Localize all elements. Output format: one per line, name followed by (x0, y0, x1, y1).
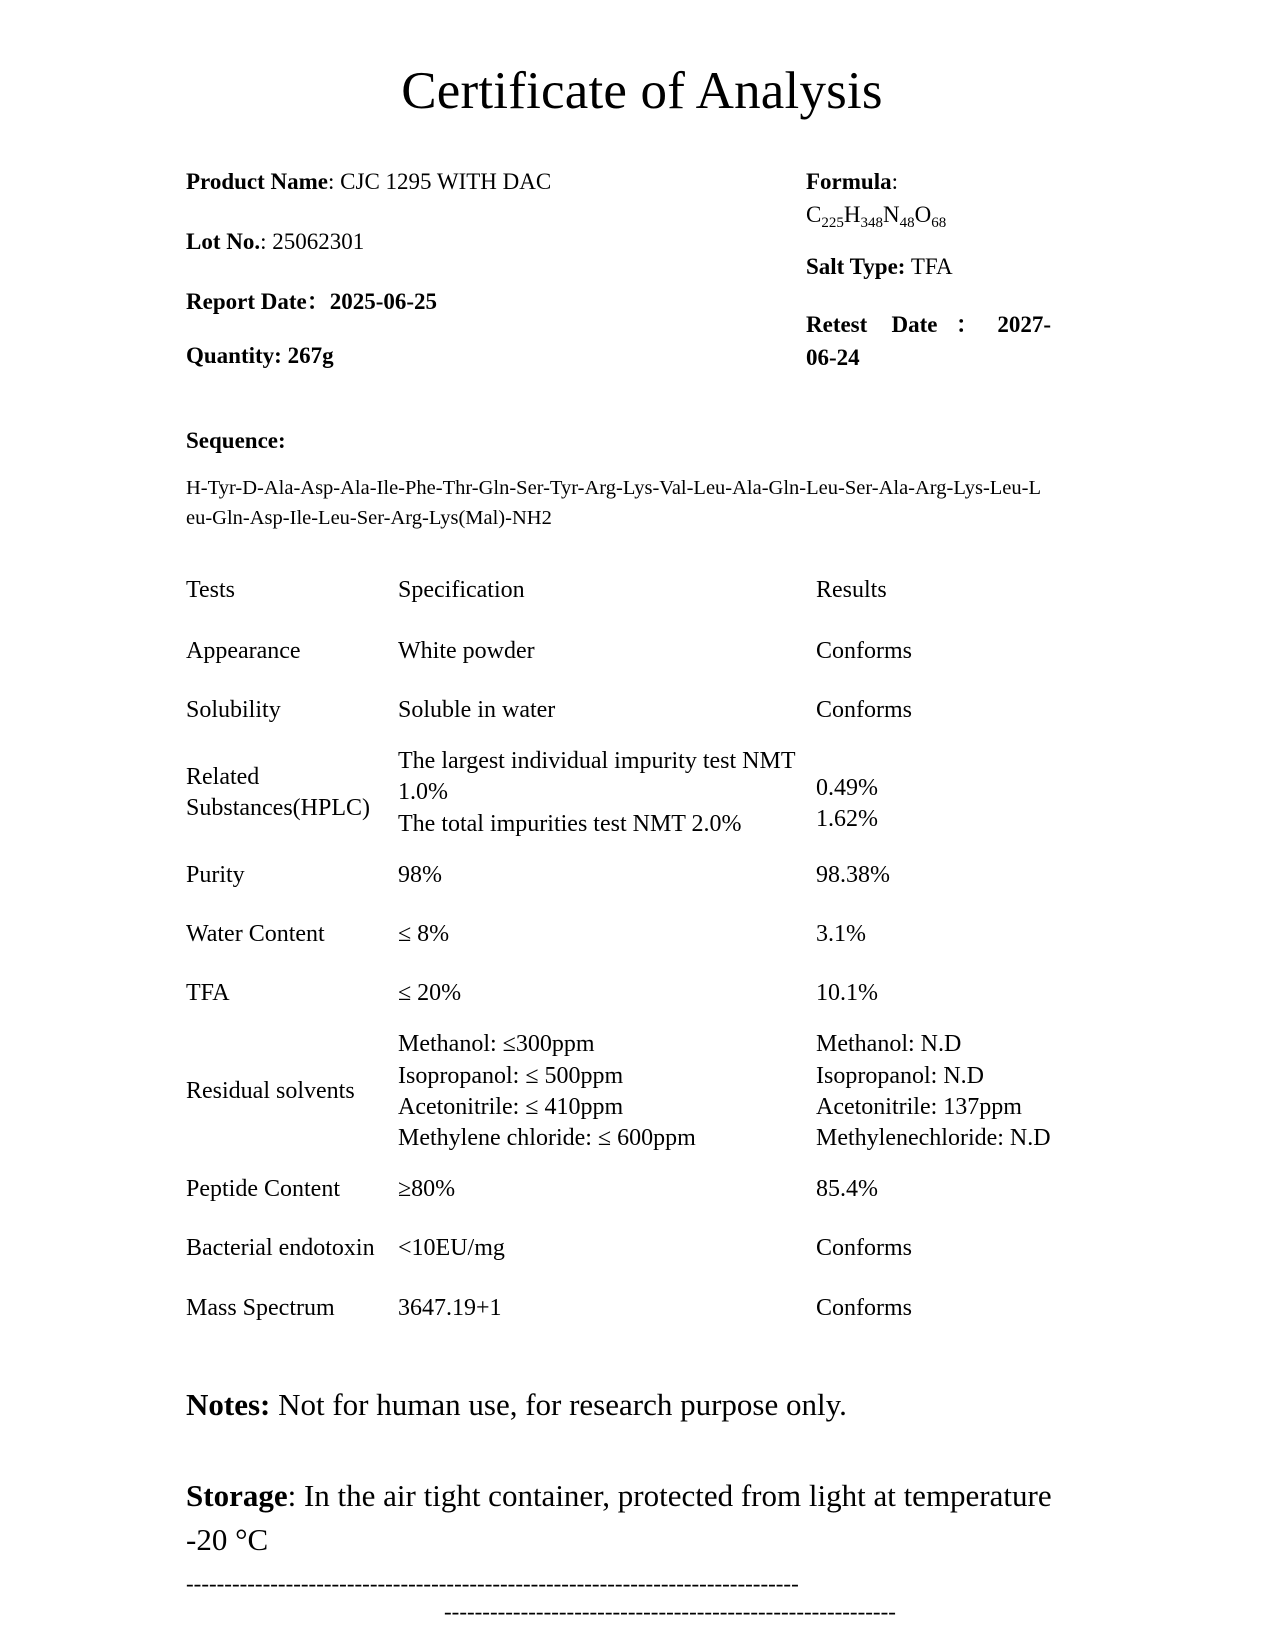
table-row (186, 1160, 1098, 1219)
sequence-label: Sequence: (186, 428, 286, 454)
retest-date-label: Retest Date： (806, 311, 998, 337)
formula-o-symbol: O (914, 202, 932, 228)
formula-h-count: 348 (860, 215, 883, 232)
header-meta-left (186, 166, 806, 400)
solvent-spec-line: Isopropanol: ≤ 500ppm (398, 1062, 624, 1089)
notes-text: Not for human use, for research purpose only. (270, 1386, 847, 1422)
report-date-row (186, 286, 806, 317)
cell-specification: Soluble in water (398, 697, 556, 724)
column-header-specification: Specification (398, 576, 525, 603)
cell-test (186, 740, 394, 846)
formula-h-symbol: H (843, 202, 861, 228)
table-row (186, 964, 1098, 1023)
cell-result: 98.38% (816, 861, 890, 888)
formula-n-symbol: N (882, 202, 900, 228)
cell-result-line-2: 1.62% (816, 806, 878, 833)
solvent-result-line: Methylenechloride: N.D (816, 1124, 1051, 1151)
formula-separator: : (891, 169, 898, 195)
formula-label: Formula (806, 169, 892, 195)
results-table (186, 567, 1098, 1338)
sequence-line-1: H-Tyr-D-Ala-Asp-Ala-Ile-Phe-Thr-Gln-Ser-Tyr-Arg-Lys-Val-Leu-Ala-Gln-Leu-Ser-Ala-Arg-Lys-Leu- (186, 477, 1029, 500)
retest-date-row (806, 308, 1098, 375)
cell-test: Mass Spectrum (186, 1294, 335, 1321)
cell-test: Purity (186, 861, 245, 888)
table-row (186, 1219, 1098, 1278)
cell-result: 10.1% (816, 980, 878, 1007)
cell-result: 3.1% (816, 921, 866, 948)
cell-result: Conforms (816, 1294, 912, 1321)
table-row (186, 905, 1098, 964)
salt-type-label: Salt Type: (806, 253, 906, 279)
retest-date-value-part2: 06-24 (806, 345, 860, 371)
cell-result: 85.4% (816, 1176, 878, 1203)
product-name-label: Product Name (186, 169, 329, 195)
lot-no-separator: : (260, 229, 273, 255)
divider-rule-top: -------------------------------------------------------------------------------- (186, 1570, 799, 1596)
cell-result-line-1: 0.49% (816, 774, 878, 801)
cell-result: Conforms (816, 1235, 912, 1262)
storage-text: : In the air tight container, protected from light at temperature -20 °C (186, 1477, 1052, 1557)
formula-row (806, 166, 1098, 232)
cell-specification-line-2: 1.0% (398, 779, 448, 806)
cell-specification: ≥80% (398, 1176, 456, 1203)
product-name-row (186, 166, 806, 197)
formula-o-count: 68 (931, 215, 947, 232)
solvent-result-line: Isopropanol: N.D (816, 1062, 984, 1089)
cell-specification: 98% (398, 861, 442, 888)
product-name-separator: : (328, 169, 341, 195)
report-date-value: 2025-06-25 (329, 289, 438, 315)
salt-type-row (806, 251, 1098, 282)
notes-label: Notes: (186, 1386, 271, 1422)
cell-test-line-1: Related (186, 763, 260, 790)
cell-result: Conforms (816, 697, 912, 724)
table-row (186, 740, 1098, 846)
cell-test: Peptide Content (186, 1176, 340, 1203)
report-date-label: Report Date： (186, 289, 330, 315)
cell-specification: 3647.19+1 (398, 1294, 502, 1321)
page-title: Certificate of Analysis (401, 62, 883, 120)
cell-specification: ≤ 20% (398, 980, 462, 1007)
cell-result (812, 1023, 1098, 1160)
cell-test: Bacterial endotoxin (186, 1235, 375, 1262)
sequence-line-2: Leu-Gln-Asp-Ile-Leu-Ser-Arg-Lys(Mal)-NH2 (186, 477, 1042, 529)
table-row (186, 622, 1098, 681)
cell-test: Appearance (186, 637, 301, 664)
formula-n-count: 48 (899, 215, 915, 232)
quantity-label: Quantity: (186, 343, 282, 369)
retest-date-value-part1: 2027- (997, 311, 1051, 337)
cell-specification-line-3: The total impurities test NMT 2.0% (398, 810, 742, 837)
cell-specification: ≤ 8% (398, 921, 450, 948)
table-row (186, 681, 1098, 740)
solvent-result-line: Methanol: N.D (816, 1031, 962, 1058)
lot-no-row (186, 226, 806, 257)
cell-test: Solubility (186, 697, 281, 724)
product-name-value: CJC 1295 WITH DAC (340, 169, 552, 195)
cell-specification (394, 1023, 812, 1160)
lot-no-label: Lot No. (186, 229, 261, 255)
formula-value (806, 201, 1098, 232)
formula-c-symbol: C (806, 202, 822, 228)
retest-date-block (806, 308, 1051, 375)
column-header-results: Results (816, 576, 887, 603)
cell-specification-line-1: The largest individual impurity test NMT (398, 748, 796, 775)
solvent-result-line: Acetonitrile: 137ppm (816, 1093, 1022, 1120)
storage-label: Storage (186, 1477, 288, 1513)
column-header-tests: Tests (186, 576, 235, 603)
sequence-value (186, 474, 1041, 532)
cell-specification: White powder (398, 637, 535, 664)
cell-test: Residual solvents (186, 1078, 355, 1105)
solvent-spec-line: Methanol: ≤300ppm (398, 1031, 595, 1058)
cell-specification: <10EU/mg (398, 1235, 505, 1262)
cell-test: Water Content (186, 921, 325, 948)
cell-specification (394, 740, 812, 846)
table-row (186, 846, 1098, 905)
solvent-spec-line: Methylene chloride: ≤ 600ppm (398, 1124, 696, 1151)
quantity-value: 267g (287, 343, 334, 369)
lot-no-value: 25062301 (272, 229, 365, 255)
salt-type-value: TFA (910, 253, 953, 279)
cell-test: TFA (186, 980, 230, 1007)
cell-result: Conforms (816, 637, 912, 664)
cell-result (812, 740, 1098, 846)
solvent-spec-line: Acetonitrile: ≤ 410ppm (398, 1093, 624, 1120)
table-row (186, 1279, 1098, 1338)
notes-section (186, 1384, 1098, 1426)
cell-test-line-2: Substances(HPLC) (186, 795, 370, 822)
header-meta-right (806, 166, 1098, 400)
table-row (186, 1023, 1098, 1160)
quantity-row (186, 340, 806, 371)
divider-rule-bottom: ----------------------------------------------------------- (444, 1599, 896, 1625)
header-meta (186, 166, 1098, 400)
table-header-row (186, 567, 1098, 622)
storage-section (186, 1474, 1066, 1562)
formula-c-count: 225 (821, 215, 844, 232)
